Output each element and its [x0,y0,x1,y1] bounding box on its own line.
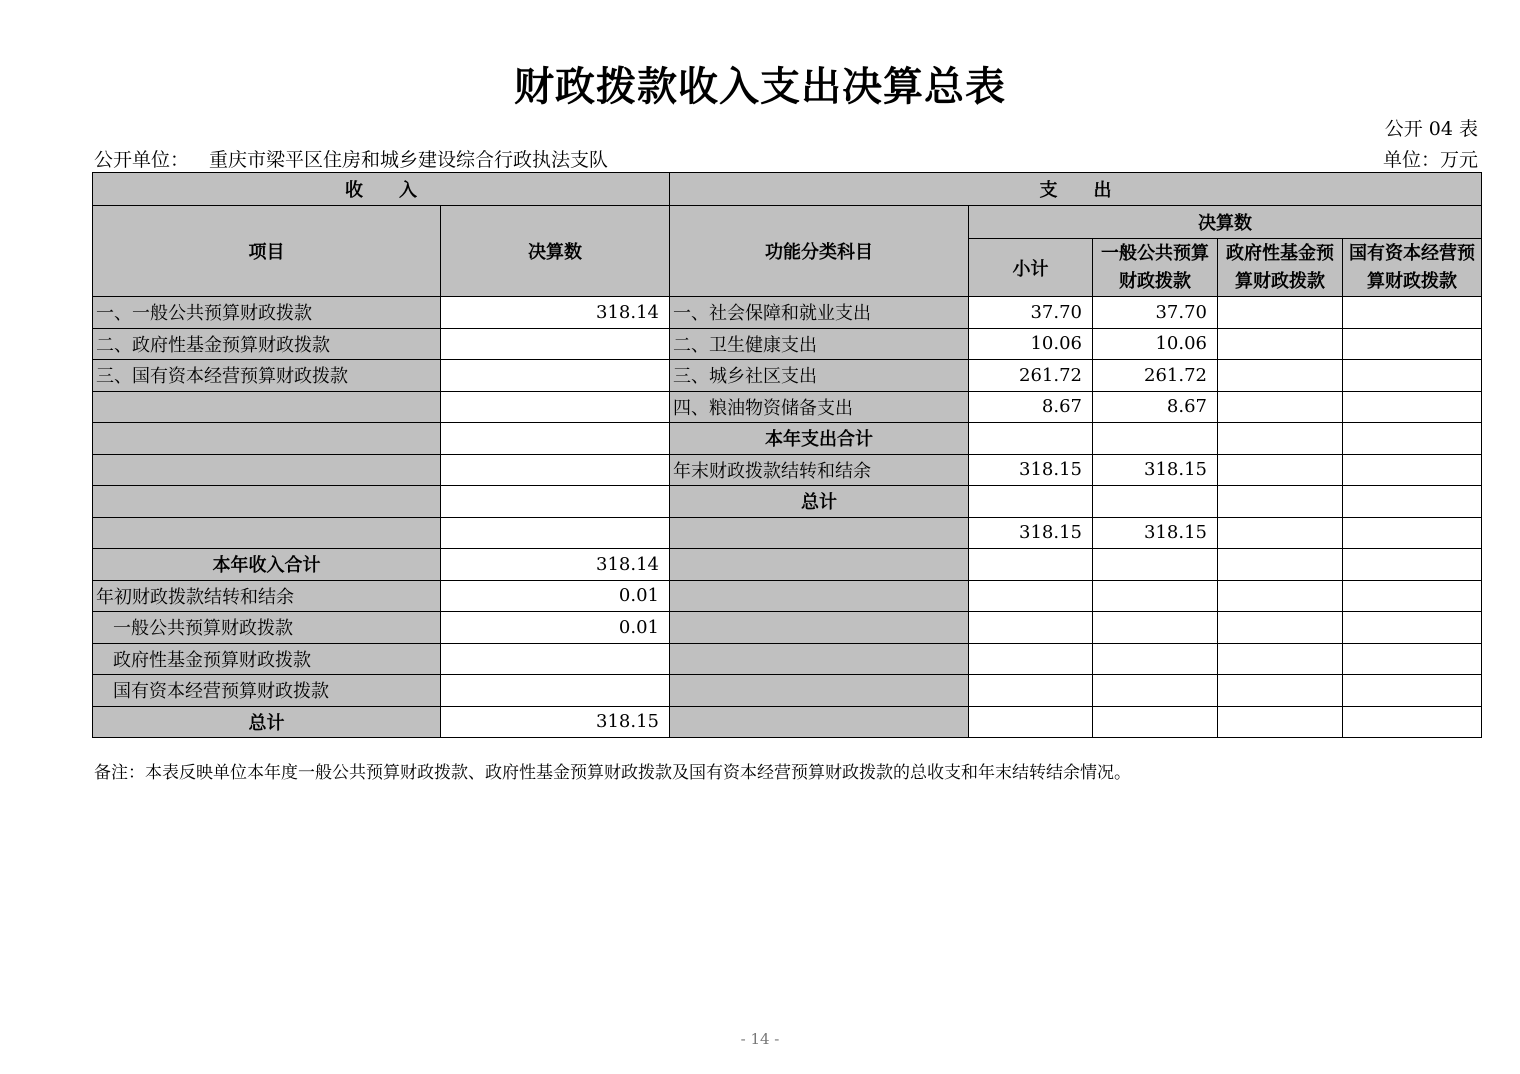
table-row [93,328,1482,360]
expense-state-capital [1343,454,1482,486]
expense-general-budget: 318.15 [1093,517,1218,549]
final-amount-header: 决算数 [969,206,1482,239]
table-note: 备注：本表反映单位本年度一般公共预算财政拨款、政府性基金预算财政拨款及国有资本经营预算财政拨款的总收支和年末结转结余情况。 [94,763,1131,783]
income-item: 政府性基金预算财政拨款 [93,643,441,675]
expense-subtotal: 8.67 [969,391,1093,423]
table-row [93,643,1482,675]
expense-item [670,643,969,675]
expense-general-budget [1093,643,1218,675]
expense-gov-fund [1218,328,1343,360]
expense-item [670,580,969,612]
table-row [93,675,1482,707]
table-row [93,391,1482,423]
expense-item: 一、社会保障和就业支出 [670,297,969,329]
expense-gov-fund [1218,706,1343,738]
income-amount [441,328,670,360]
expense-gov-fund [1218,643,1343,675]
expense-state-capital [1343,423,1482,455]
income-amount [441,675,670,707]
expense-gov-fund [1218,486,1343,518]
income-item [93,517,441,549]
table-row [93,517,1482,549]
expense-state-capital [1343,517,1482,549]
expense-subtotal [969,706,1093,738]
expense-general-budget: 10.06 [1093,328,1218,360]
expense-state-capital [1343,486,1482,518]
expense-subtotal [969,549,1093,581]
income-amount [441,423,670,455]
expense-gov-fund [1218,423,1343,455]
budget-table [92,172,1482,738]
table-row [93,612,1482,644]
expense-item [670,612,969,644]
expense-subtotal: 318.15 [969,454,1093,486]
expense-item: 三、城乡社区支出 [670,360,969,392]
form-number: 公开 04 表 [1384,118,1478,140]
unit-label: 公开单位： [94,149,190,171]
income-amount: 318.14 [441,297,670,329]
func-category-header: 功能分类科目 [670,206,969,297]
page-title: 财政拨款收入支出决算总表 [514,64,1006,110]
income-amount [441,391,670,423]
currency-unit: 单位：万元 [1382,149,1478,171]
income-item: 一、一般公共预算财政拨款 [93,297,441,329]
expense-general-budget: 8.67 [1093,391,1218,423]
expense-subtotal [969,486,1093,518]
income-item: 二、政府性基金预算财政拨款 [93,328,441,360]
income-item: 总计 [93,706,441,738]
subtotal-header: 小计 [969,239,1093,297]
income-item: 年初财政拨款结转和结余 [93,580,441,612]
expense-subtotal [969,612,1093,644]
expense-general-budget: 318.15 [1093,454,1218,486]
expense-subtotal: 37.70 [969,297,1093,329]
expense-general-budget [1093,486,1218,518]
expense-item: 年末财政拨款结转和结余 [670,454,969,486]
amount-header: 决算数 [441,206,670,297]
income-amount [441,360,670,392]
expense-subtotal: 10.06 [969,328,1093,360]
table-row [93,454,1482,486]
table-row [93,706,1482,738]
income-item: 三、国有资本经营预算财政拨款 [93,360,441,392]
table-row [93,423,1482,455]
expense-item: 总计 [670,486,969,518]
expense-state-capital [1343,675,1482,707]
expense-item: 本年支出合计 [670,423,969,455]
income-amount [441,454,670,486]
general-budget-header: 一般公共预算财政拨款 [1093,239,1218,297]
table-row [93,580,1482,612]
income-amount: 0.01 [441,612,670,644]
expense-state-capital [1343,328,1482,360]
expense-general-budget [1093,549,1218,581]
item-header: 项目 [93,206,441,297]
reporting-unit [94,145,608,172]
expense-general-budget: 37.70 [1093,297,1218,329]
expense-general-budget [1093,706,1218,738]
income-amount: 318.14 [441,549,670,581]
expense-general-budget [1093,612,1218,644]
gov-fund-header: 政府性基金预算财政拨款 [1218,239,1343,297]
expense-state-capital [1343,612,1482,644]
income-header: 收 入 [93,173,670,206]
expense-header: 支 出 [670,173,1482,206]
income-amount [441,643,670,675]
income-item [93,423,441,455]
expense-item [670,549,969,581]
expense-state-capital [1343,580,1482,612]
expense-general-budget [1093,423,1218,455]
expense-general-budget: 261.72 [1093,360,1218,392]
expense-subtotal: 261.72 [969,360,1093,392]
expense-state-capital [1343,360,1482,392]
expense-state-capital [1343,549,1482,581]
income-item: 本年收入合计 [93,549,441,581]
unit-name: 重庆市梁平区住房和城乡建设综合行政执法支队 [209,149,609,171]
expense-subtotal [969,423,1093,455]
expense-subtotal [969,643,1093,675]
income-amount [441,486,670,518]
expense-gov-fund [1218,580,1343,612]
expense-general-budget [1093,675,1218,707]
expense-gov-fund [1218,549,1343,581]
expense-item: 二、卫生健康支出 [670,328,969,360]
table-row [93,360,1482,392]
expense-state-capital [1343,643,1482,675]
page-number: - 14 - [740,1030,780,1048]
income-item [93,391,441,423]
expense-item [670,706,969,738]
expense-gov-fund [1218,391,1343,423]
expense-subtotal: 318.15 [969,517,1093,549]
income-item: 国有资本经营预算财政拨款 [93,675,441,707]
income-amount: 0.01 [441,580,670,612]
expense-gov-fund [1218,675,1343,707]
expense-state-capital [1343,706,1482,738]
income-amount: 318.15 [441,706,670,738]
expense-subtotal [969,580,1093,612]
expense-state-capital [1343,297,1482,329]
expense-item: 四、粮油物资储备支出 [670,391,969,423]
expense-state-capital [1343,391,1482,423]
expense-item [670,517,969,549]
expense-item [670,675,969,707]
expense-gov-fund [1218,360,1343,392]
income-amount [441,517,670,549]
expense-gov-fund [1218,297,1343,329]
table-row [93,486,1482,518]
expense-general-budget [1093,580,1218,612]
income-item [93,486,441,518]
income-item [93,454,441,486]
expense-gov-fund [1218,454,1343,486]
table-row [93,549,1482,581]
state-capital-header: 国有资本经营预算财政拨款 [1343,239,1482,297]
income-item: 一般公共预算财政拨款 [93,612,441,644]
table-row [93,297,1482,329]
expense-gov-fund [1218,612,1343,644]
expense-subtotal [969,675,1093,707]
expense-gov-fund [1218,517,1343,549]
